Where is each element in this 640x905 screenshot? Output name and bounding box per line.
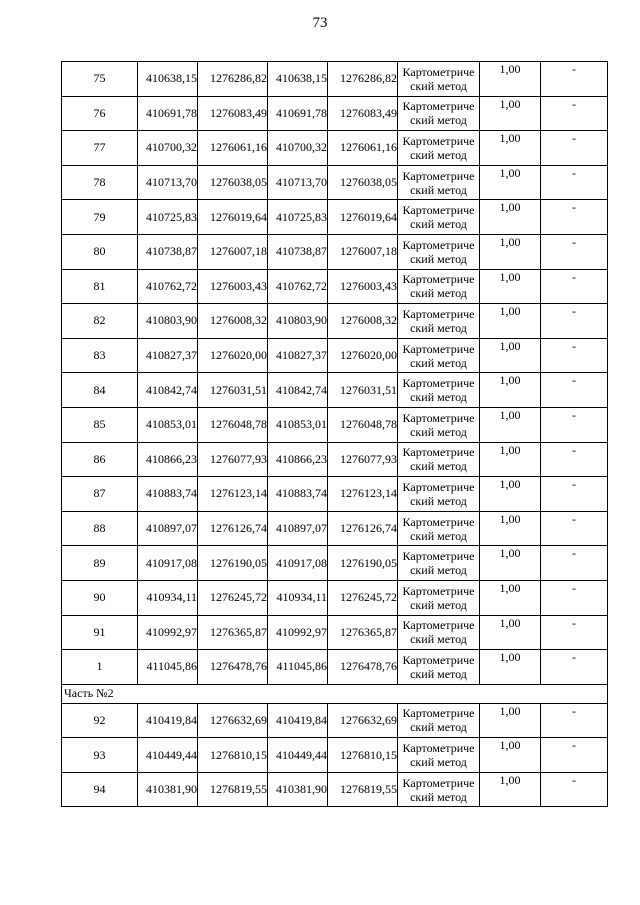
note-cell: - xyxy=(541,269,608,304)
x-specified-cell: 410934,11 xyxy=(268,580,328,615)
x-existing-cell: 410738,87 xyxy=(138,234,198,269)
page-number: 73 xyxy=(312,15,328,31)
method-line: Картометриче xyxy=(402,237,475,252)
note-cell: - xyxy=(541,703,608,738)
y-existing-cell: 1276007,18 xyxy=(198,234,268,269)
method-line: ский метод xyxy=(410,147,467,162)
accuracy-cell: 1,00 xyxy=(480,703,541,738)
x-specified-cell: 410842,74 xyxy=(268,373,328,408)
x-specified-cell: 410713,70 xyxy=(268,165,328,200)
x-existing-cell: 410762,72 xyxy=(138,269,198,304)
method-line: ский метод xyxy=(410,528,467,543)
table-row xyxy=(62,546,608,581)
note-cell: - xyxy=(541,477,608,512)
y-existing-cell: 1276123,14 xyxy=(198,477,268,512)
y-specified-cell: 1276632,69 xyxy=(328,703,398,738)
method-line: ский метод xyxy=(410,78,467,93)
accuracy-cell: 1,00 xyxy=(480,546,541,581)
x-existing-cell: 410803,90 xyxy=(138,304,198,339)
point-number-cell: 94 xyxy=(62,772,138,807)
y-specified-cell: 1276007,18 xyxy=(328,234,398,269)
method-line: Картометриче xyxy=(402,64,475,79)
method-line: ский метод xyxy=(410,217,467,232)
point-number-cell: 88 xyxy=(62,511,138,546)
note-cell: - xyxy=(541,234,608,269)
y-specified-cell: 1276031,51 xyxy=(328,373,398,408)
method-line: ский метод xyxy=(410,424,467,439)
x-existing-cell: 410419,84 xyxy=(138,703,198,738)
method-line: ский метод xyxy=(410,355,467,370)
accuracy-cell: 1,00 xyxy=(480,650,541,685)
accuracy-cell: 1,00 xyxy=(480,234,541,269)
method-cell xyxy=(398,442,480,477)
method-line: Картометриче xyxy=(402,306,475,321)
x-existing-cell: 410691,78 xyxy=(138,96,198,131)
method-line: Картометриче xyxy=(402,203,475,218)
note-cell: - xyxy=(541,650,608,685)
note-cell: - xyxy=(541,200,608,235)
point-number-cell: 93 xyxy=(62,738,138,773)
point-number-cell: 81 xyxy=(62,269,138,304)
y-existing-cell: 1276061,16 xyxy=(198,131,268,166)
note-cell: - xyxy=(541,615,608,650)
y-specified-cell: 1276123,14 xyxy=(328,477,398,512)
x-specified-cell: 410725,83 xyxy=(268,200,328,235)
note-cell: - xyxy=(541,338,608,373)
method-line: Картометриче xyxy=(402,410,475,425)
method-cell xyxy=(398,200,480,235)
method-line: ский метод xyxy=(410,390,467,405)
note-cell: - xyxy=(541,96,608,131)
x-existing-cell: 410638,15 xyxy=(138,62,198,97)
x-specified-cell: 410700,32 xyxy=(268,131,328,166)
note-cell: - xyxy=(541,131,608,166)
y-specified-cell: 1276019,64 xyxy=(328,200,398,235)
method-line: Картометриче xyxy=(402,741,475,756)
part-heading-row xyxy=(62,684,608,703)
table-row xyxy=(62,772,608,807)
method-cell xyxy=(398,580,480,615)
y-specified-cell: 1276810,15 xyxy=(328,738,398,773)
method-cell xyxy=(398,703,480,738)
method-line: Картометриче xyxy=(402,706,475,721)
table-row xyxy=(62,615,608,650)
y-specified-cell: 1276819,55 xyxy=(328,772,398,807)
method-line: ский метод xyxy=(410,720,467,735)
note-cell: - xyxy=(541,407,608,442)
table-row xyxy=(62,304,608,339)
method-line: ский метод xyxy=(410,459,467,474)
point-number-cell: 87 xyxy=(62,477,138,512)
accuracy-cell: 1,00 xyxy=(480,772,541,807)
x-specified-cell: 410449,44 xyxy=(268,738,328,773)
method-cell xyxy=(398,165,480,200)
method-line: Картометриче xyxy=(402,341,475,356)
method-cell xyxy=(398,615,480,650)
accuracy-cell: 1,00 xyxy=(480,511,541,546)
accuracy-cell: 1,00 xyxy=(480,738,541,773)
note-cell: - xyxy=(541,580,608,615)
y-existing-cell: 1276077,93 xyxy=(198,442,268,477)
x-specified-cell: 410762,72 xyxy=(268,269,328,304)
y-existing-cell: 1276038,05 xyxy=(198,165,268,200)
point-number-cell: 78 xyxy=(62,165,138,200)
point-number-cell: 91 xyxy=(62,615,138,650)
table-row xyxy=(62,407,608,442)
x-existing-cell: 410381,90 xyxy=(138,772,198,807)
method-line: Картометриче xyxy=(402,618,475,633)
method-cell xyxy=(398,338,480,373)
x-specified-cell: 410897,07 xyxy=(268,511,328,546)
x-specified-cell: 410827,37 xyxy=(268,338,328,373)
method-line: ский метод xyxy=(410,113,467,128)
y-specified-cell: 1276126,74 xyxy=(328,511,398,546)
note-cell: - xyxy=(541,738,608,773)
method-line: Картометриче xyxy=(402,652,475,667)
table-row xyxy=(62,165,608,200)
y-specified-cell: 1276038,05 xyxy=(328,165,398,200)
point-number-cell: 89 xyxy=(62,546,138,581)
point-number-cell: 77 xyxy=(62,131,138,166)
table-row xyxy=(62,580,608,615)
method-line: Картометриче xyxy=(402,376,475,391)
method-line: Картометриче xyxy=(402,514,475,529)
y-specified-cell: 1276008,32 xyxy=(328,304,398,339)
method-cell xyxy=(398,738,480,773)
coordinates-table xyxy=(61,61,608,807)
y-existing-cell: 1276048,78 xyxy=(198,407,268,442)
method-line: Картометриче xyxy=(402,272,475,287)
x-specified-cell: 410883,74 xyxy=(268,477,328,512)
note-cell: - xyxy=(541,165,608,200)
accuracy-cell: 1,00 xyxy=(480,373,541,408)
table-row xyxy=(62,96,608,131)
table-body xyxy=(62,62,608,807)
y-existing-cell: 1276083,49 xyxy=(198,96,268,131)
x-specified-cell: 410381,90 xyxy=(268,772,328,807)
table-row xyxy=(62,338,608,373)
point-number-cell: 1 xyxy=(62,650,138,685)
y-specified-cell: 1276245,72 xyxy=(328,580,398,615)
table-row xyxy=(62,442,608,477)
accuracy-cell: 1,00 xyxy=(480,200,541,235)
method-line: ский метод xyxy=(410,666,467,681)
table-row xyxy=(62,200,608,235)
y-existing-cell: 1276126,74 xyxy=(198,511,268,546)
accuracy-cell: 1,00 xyxy=(480,165,541,200)
note-cell: - xyxy=(541,304,608,339)
x-specified-cell: 410691,78 xyxy=(268,96,328,131)
method-line: ский метод xyxy=(410,597,467,612)
x-existing-cell: 410842,74 xyxy=(138,373,198,408)
table-row xyxy=(62,62,608,97)
x-existing-cell: 410700,32 xyxy=(138,131,198,166)
y-existing-cell: 1276286,82 xyxy=(198,62,268,97)
y-existing-cell: 1276019,64 xyxy=(198,200,268,235)
x-existing-cell: 410992,97 xyxy=(138,615,198,650)
y-specified-cell: 1276286,82 xyxy=(328,62,398,97)
accuracy-cell: 1,00 xyxy=(480,615,541,650)
method-line: Картометриче xyxy=(402,583,475,598)
note-cell: - xyxy=(541,511,608,546)
method-line: Картометриче xyxy=(402,99,475,114)
note-cell: - xyxy=(541,373,608,408)
table-row xyxy=(62,650,608,685)
method-line: Картометриче xyxy=(402,133,475,148)
accuracy-cell: 1,00 xyxy=(480,96,541,131)
method-line: ский метод xyxy=(410,286,467,301)
method-cell xyxy=(398,511,480,546)
x-existing-cell: 410449,44 xyxy=(138,738,198,773)
x-existing-cell: 410934,11 xyxy=(138,580,198,615)
method-line: ский метод xyxy=(410,182,467,197)
x-existing-cell: 410883,74 xyxy=(138,477,198,512)
point-number-cell: 85 xyxy=(62,407,138,442)
method-cell xyxy=(398,131,480,166)
method-cell xyxy=(398,304,480,339)
x-specified-cell: 410866,23 xyxy=(268,442,328,477)
x-existing-cell: 411045,86 xyxy=(138,650,198,685)
point-number-cell: 86 xyxy=(62,442,138,477)
x-existing-cell: 410827,37 xyxy=(138,338,198,373)
y-existing-cell: 1276365,87 xyxy=(198,615,268,650)
point-number-cell: 92 xyxy=(62,703,138,738)
method-line: ский метод xyxy=(410,493,467,508)
x-existing-cell: 410725,83 xyxy=(138,200,198,235)
method-cell xyxy=(398,546,480,581)
method-line: ский метод xyxy=(410,251,467,266)
table-row xyxy=(62,234,608,269)
accuracy-cell: 1,00 xyxy=(480,304,541,339)
x-existing-cell: 410713,70 xyxy=(138,165,198,200)
x-existing-cell: 410897,07 xyxy=(138,511,198,546)
x-specified-cell: 410638,15 xyxy=(268,62,328,97)
method-cell xyxy=(398,269,480,304)
y-specified-cell: 1276083,49 xyxy=(328,96,398,131)
y-specified-cell: 1276190,05 xyxy=(328,546,398,581)
method-cell xyxy=(398,407,480,442)
method-line: ский метод xyxy=(410,632,467,647)
method-cell xyxy=(398,477,480,512)
y-specified-cell: 1276061,16 xyxy=(328,131,398,166)
y-existing-cell: 1276008,32 xyxy=(198,304,268,339)
x-existing-cell: 410866,23 xyxy=(138,442,198,477)
y-specified-cell: 1276077,93 xyxy=(328,442,398,477)
accuracy-cell: 1,00 xyxy=(480,131,541,166)
note-cell: - xyxy=(541,62,608,97)
y-existing-cell: 1276003,43 xyxy=(198,269,268,304)
y-existing-cell: 1276819,55 xyxy=(198,772,268,807)
table-row xyxy=(62,703,608,738)
method-cell xyxy=(398,96,480,131)
table-row xyxy=(62,477,608,512)
accuracy-cell: 1,00 xyxy=(480,269,541,304)
x-specified-cell: 410992,97 xyxy=(268,615,328,650)
point-number-cell: 79 xyxy=(62,200,138,235)
method-line: Картометриче xyxy=(402,168,475,183)
method-cell xyxy=(398,650,480,685)
y-existing-cell: 1276031,51 xyxy=(198,373,268,408)
point-number-cell: 84 xyxy=(62,373,138,408)
x-specified-cell: 410917,08 xyxy=(268,546,328,581)
part-heading: Часть №2 xyxy=(62,684,608,703)
y-specified-cell: 1276020,00 xyxy=(328,338,398,373)
point-number-cell: 80 xyxy=(62,234,138,269)
table-row xyxy=(62,738,608,773)
method-cell xyxy=(398,62,480,97)
method-cell xyxy=(398,234,480,269)
point-number-cell: 83 xyxy=(62,338,138,373)
point-number-cell: 90 xyxy=(62,580,138,615)
accuracy-cell: 1,00 xyxy=(480,62,541,97)
point-number-cell: 82 xyxy=(62,304,138,339)
point-number-cell: 76 xyxy=(62,96,138,131)
method-cell xyxy=(398,772,480,807)
method-line: Картометриче xyxy=(402,549,475,564)
method-line: Картометриче xyxy=(402,775,475,790)
x-existing-cell: 410853,01 xyxy=(138,407,198,442)
table-row xyxy=(62,373,608,408)
y-existing-cell: 1276190,05 xyxy=(198,546,268,581)
accuracy-cell: 1,00 xyxy=(480,580,541,615)
y-existing-cell: 1276632,69 xyxy=(198,703,268,738)
x-specified-cell: 410853,01 xyxy=(268,407,328,442)
x-specified-cell: 410803,90 xyxy=(268,304,328,339)
method-cell xyxy=(398,373,480,408)
accuracy-cell: 1,00 xyxy=(480,442,541,477)
accuracy-cell: 1,00 xyxy=(480,477,541,512)
y-specified-cell: 1276048,78 xyxy=(328,407,398,442)
y-existing-cell: 1276478,76 xyxy=(198,650,268,685)
point-number-cell: 75 xyxy=(62,62,138,97)
y-specified-cell: 1276478,76 xyxy=(328,650,398,685)
note-cell: - xyxy=(541,772,608,807)
note-cell: - xyxy=(541,546,608,581)
method-line: ский метод xyxy=(410,789,467,804)
method-line: ский метод xyxy=(410,563,467,578)
y-specified-cell: 1276003,43 xyxy=(328,269,398,304)
x-existing-cell: 410917,08 xyxy=(138,546,198,581)
y-existing-cell: 1276020,00 xyxy=(198,338,268,373)
note-cell: - xyxy=(541,442,608,477)
accuracy-cell: 1,00 xyxy=(480,407,541,442)
table-row xyxy=(62,269,608,304)
y-existing-cell: 1276810,15 xyxy=(198,738,268,773)
table-row xyxy=(62,511,608,546)
accuracy-cell: 1,00 xyxy=(480,338,541,373)
x-specified-cell: 410738,87 xyxy=(268,234,328,269)
x-specified-cell: 410419,84 xyxy=(268,703,328,738)
x-specified-cell: 411045,86 xyxy=(268,650,328,685)
y-existing-cell: 1276245,72 xyxy=(198,580,268,615)
y-specified-cell: 1276365,87 xyxy=(328,615,398,650)
method-line: ский метод xyxy=(410,320,467,335)
table-row xyxy=(62,131,608,166)
method-line: ский метод xyxy=(410,755,467,770)
method-line: Картометриче xyxy=(402,445,475,460)
method-line: Картометриче xyxy=(402,479,475,494)
